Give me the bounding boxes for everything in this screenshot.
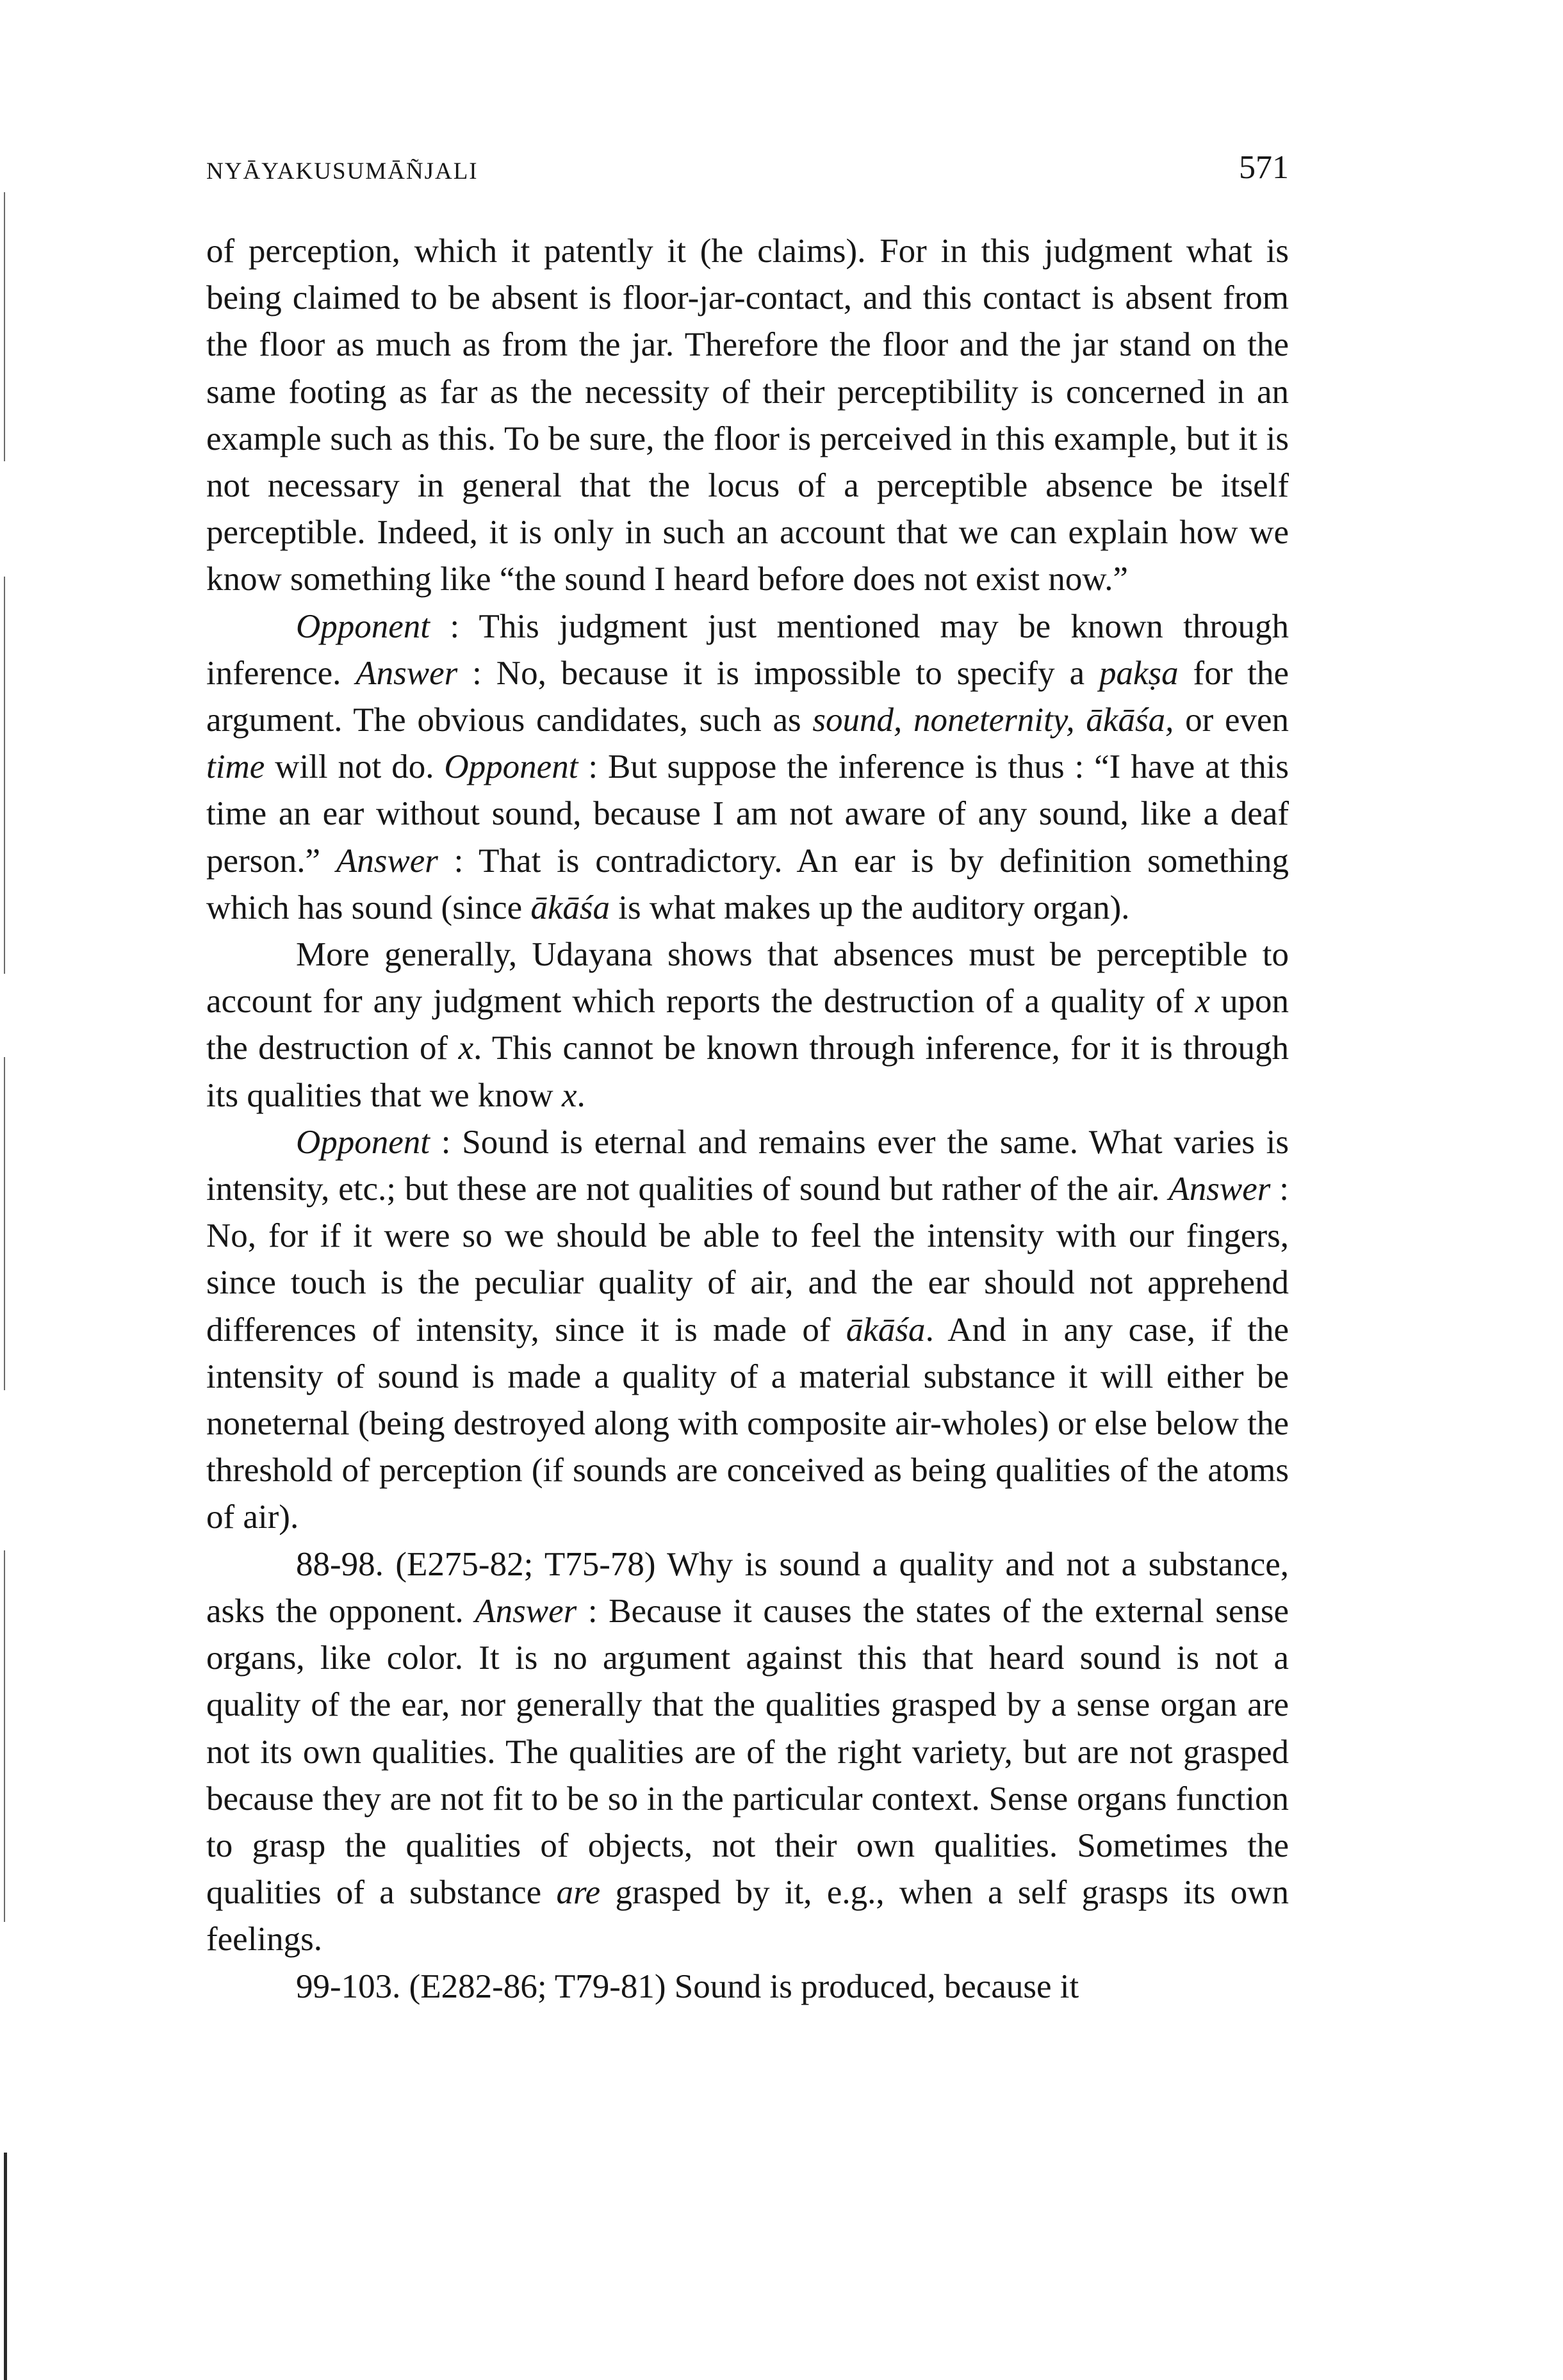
text-run: is what makes up the auditory organ). [610,889,1130,926]
italic-term: Answer [1168,1170,1271,1208]
binding-gutter [0,0,19,2380]
paragraph [206,1964,1289,2010]
paragraph [206,1119,1289,1541]
text-run: or even [1174,702,1289,739]
paragraph [206,931,1289,1119]
text-run: . And in any case, if the intensity of sound is made a quality of a material substance it will either be noneternal (being destroyed along with composite air-wholes) or else below the threshold of perception (if sounds are conceived as being qualities of the atoms of air). [206,1311,1289,1536]
running-head-title: NYĀYAKUSUMĀÑJALI [206,158,479,185]
italic-term: Opponent [296,1123,430,1161]
italic-term: Opponent [444,748,578,786]
italic-term: are [556,1874,601,1912]
text-run: . [577,1076,585,1114]
text-run: : That is contradictory. An ear is by definition something which has sound (since [206,842,1289,926]
page-number: 571 [1239,149,1289,186]
running-head [206,149,1289,200]
italic-term: x [561,1076,577,1114]
italic-term: Opponent [296,607,430,645]
text-run: : This judgment just mentioned may be known through inference. [206,607,1289,692]
text-run: : No, because it is impossible to specify a [457,654,1099,692]
italic-term: Answer [336,842,438,880]
binding-shadow-line [4,1550,5,1922]
italic-term: x [1195,983,1210,1021]
text-run: . This cannot be known through inference, for it is through its qualities that we know [206,1030,1289,1114]
binding-shadow-line [4,2153,7,2380]
text-run: 99-103. (E282-86; T79-81) Sound is produced, because it [296,1967,1079,2005]
italic-term: time [206,748,265,786]
binding-shadow-line [4,192,5,461]
italic-term: Answer [356,654,458,692]
text-run: : Because it causes the states of the external sense organs, like color. It is no argument against this that heard sound is not a quality of the ear, nor generally that the qualities grasped by a sense organ are not its own qualities. The qualities are of the right variety, but are not grasped because they are not fit to be so in the particular context. Sense organs function to grasp the qualities of objects, not their own qualities. Sometimes the qualities of a substance [206,1592,1289,1912]
text-run: grasped by it, e.g., when a self grasps its own feelings. [206,1874,1289,1958]
text-run: : Sound is eternal and remains ever the same. What varies is intensity, etc.; but these are not qualities of sound but rather of the air. [206,1123,1289,1208]
italic-term: ākāśa [530,889,610,926]
italic-term: sound, noneternity, ākāśa, [812,702,1174,739]
italic-term: pakṣa [1099,654,1179,692]
paragraph [206,603,1289,931]
binding-shadow-line [4,577,5,974]
italic-term: Answer [475,1592,577,1630]
text-run: will not do. [265,748,445,786]
text-run: : No, for if it were so we should be able to feel the intensity with our fingers, since touch is the peculiar quality of air, and the ear should not apprehend differences of intensity, since it is made of [206,1170,1289,1349]
text-run: of perception, which it patently it (he claims). For in this judgment what is being claimed to be absent is floor-jar-contact, and this contact is absent from the floor as much as from the jar. Therefore the floor and the jar stand on the same footing as far as the necessity of their perceptibility is concerned in an example such as this. To be sure, the floor is perceived in this example, but it is not necessary in general that the locus of a perceptible absence be itself perceptible. Indeed, it is only in such an account that we can explain how we know something like “the sound I heard before does not exist now.” [206,233,1289,598]
paragraph [206,228,1289,603]
italic-term: ākāśa [846,1311,926,1349]
binding-shadow-line [4,1057,5,1390]
text-run: upon the destruction of [206,983,1289,1067]
text-run: : But suppose the inference is thus : “I have at this time an ear without sound, because I am not aware of any sound, like a deaf person.” [206,748,1289,880]
text-run: 88-98. (E275-82; T75-78) Why is sound a quality and not a substance, asks the opponent. [206,1545,1289,1630]
text-run: More generally, Udayana shows that absences must be perceptible to account for any judgment which reports the destruction of a quality of [206,936,1289,1021]
text-run: for the argument. The obvious candidates, such as [206,654,1289,739]
body-text [206,228,1289,2010]
paragraph [206,1541,1289,1964]
italic-term: x [458,1030,474,1067]
